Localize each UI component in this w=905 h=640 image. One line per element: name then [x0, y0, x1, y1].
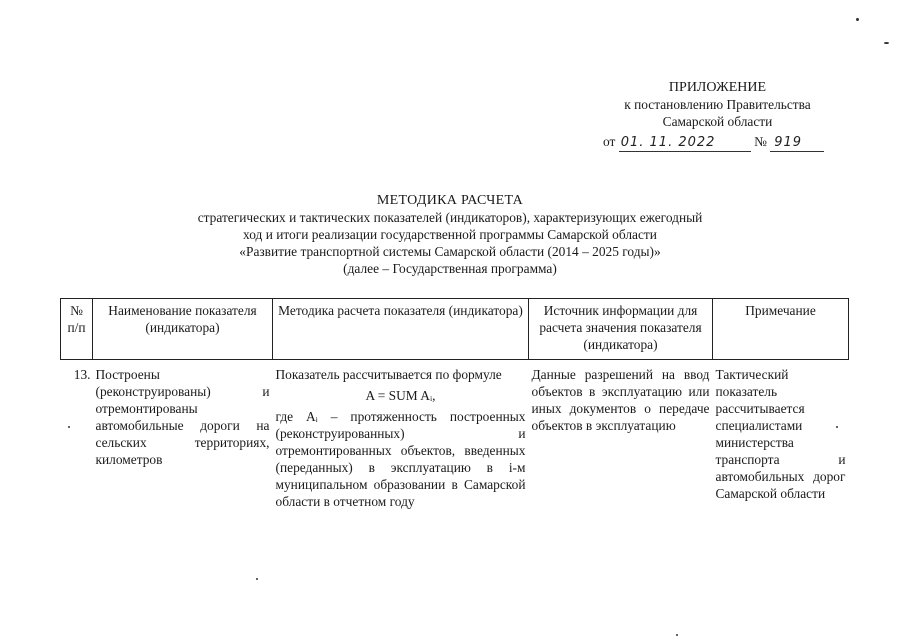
- decree-number: 919: [770, 134, 824, 152]
- scan-speck: [884, 42, 889, 44]
- scan-speck: [856, 18, 859, 21]
- scan-speck: [68, 426, 70, 428]
- date-prefix: от: [603, 134, 616, 149]
- number-prefix: №: [754, 134, 767, 149]
- method-where: где Aᵢ – протяженность построенных (реконструированных) и отремонтированных объектов, введенных (переданных) в эксплуатацию в i-м муниципальном образовании в Самарской области в отчетном году: [275, 409, 526, 509]
- scan-speck: [256, 578, 258, 580]
- header-source: Источник информации для расчета значения показателя (индикатора): [529, 299, 713, 360]
- heading-line-2: ход и итоги реализации государственной программы Самарской области: [243, 227, 657, 242]
- heading-line-3: «Развитие транспортной системы Самарской области (2014 – 2025 годы)»: [239, 244, 661, 259]
- document-heading: [150, 192, 750, 277]
- decree-date: 01. 11. 2022: [619, 134, 751, 152]
- method-formula: A = SUM Aᵢ,: [365, 388, 436, 403]
- heading-title: МЕТОДИКА РАСЧЕТА: [376, 193, 524, 208]
- header-indicator-name: Наименование показателя (индикатора): [93, 299, 273, 360]
- row-indicator-name: Построены (реконструированы) и отремонтированы автомобильные дороги на сельских территориях, километров: [95, 367, 270, 467]
- header-note: Примечание: [713, 299, 849, 360]
- table-row: [61, 360, 849, 511]
- table-header-row: [61, 299, 849, 360]
- method-intro: Показатель рассчитывается по формуле: [275, 367, 502, 382]
- decree-date-line: [603, 133, 843, 152]
- header-method: Методика расчета показателя (индикатора): [273, 299, 529, 360]
- scan-speck: [836, 426, 838, 428]
- appendix-block: [600, 79, 835, 130]
- header-number: № п/п: [61, 299, 93, 360]
- heading-line-1: стратегических и тактических показателей (индикаторов), характеризующих ежегодный: [197, 210, 703, 225]
- row-source: Данные разрешений на ввод объектов в эксплуатацию или иных документов о передаче объектов в эксплуатацию: [531, 367, 710, 433]
- row-note: Тактический показатель рассчитывается специалистами министерства транспорта и автомобильных дорог Самарской области: [715, 367, 846, 501]
- appendix-line-2: Самарской области: [662, 114, 773, 129]
- scan-speck: [676, 634, 678, 636]
- row-method: [273, 360, 529, 511]
- heading-line-4: (далее – Государственная программа): [343, 261, 557, 276]
- methodology-table: [60, 298, 849, 510]
- appendix-title: ПРИЛОЖЕНИЕ: [668, 80, 767, 95]
- row-number: 13.: [73, 367, 91, 382]
- appendix-line-1: к постановлению Правительства: [624, 97, 811, 112]
